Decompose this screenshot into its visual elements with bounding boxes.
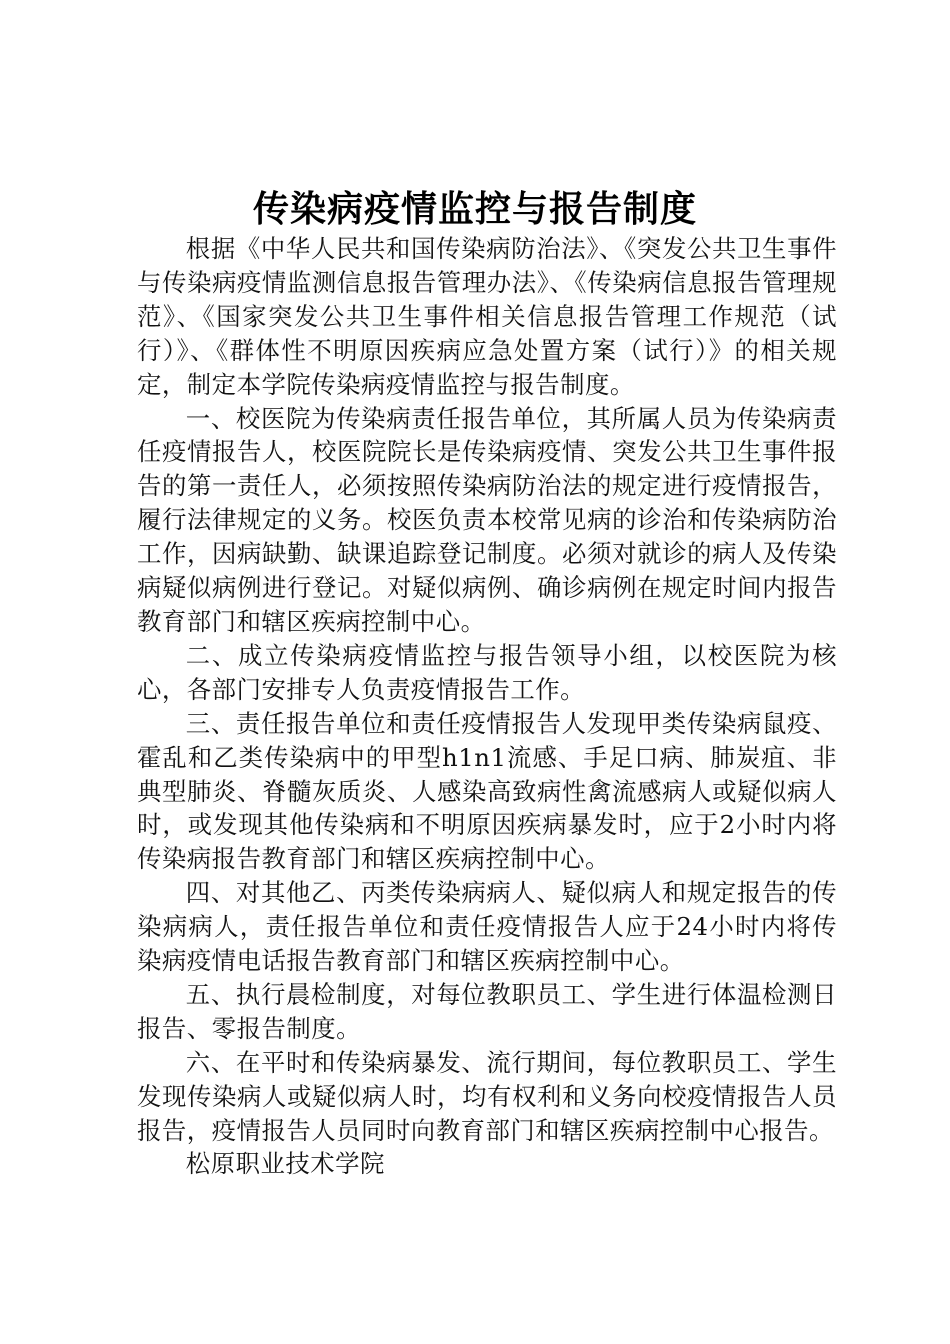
paragraph-article-4: 四、对其他乙、丙类传染病病人、疑似病人和规定报告的传染病病人，责任报告单位和责任疫情报告人应于24小时内将传染病疫情电话报告教育部门和辖区疾病控制中心。 [137, 878, 837, 976]
paragraph-article-3: 三、责任报告单位和责任疫情报告人发现甲类传染病鼠疫、霍乱和乙类传染病中的甲型h1n1流感、手足口病、肺炭疽、非典型肺炎、脊髓灰质炎、人感染高致病性禽流感病人或疑似病人时，或发现其他传染病和不明原因疾病暴发时，应于2小时内将传染病报告教育部门和辖区疾病控制中心。 [137, 708, 837, 874]
paragraph-preamble: 根据《中华人民共和国传染病防治法》、《突发公共卫生事件与传染病疫情监测信息报告管理办法》、《传染病信息报告管理规范》、《国家突发公共卫生事件相关信息报告管理工作规范（试行）》、《群体性不明原因疾病应急处置方案（试行）》的相关规定，制定本学院传染病疫情监控与报告制度。 [137, 234, 837, 399]
document-body [137, 232, 837, 1181]
paragraph-article-5: 五、执行晨检制度，对每位教职员工、学生进行体温检测日报告、零报告制度。 [137, 979, 837, 1043]
paragraph-article-2: 二、成立传染病疫情监控与报告领导小组，以校医院为核心，各部门安排专人负责疫情报告工作。 [137, 640, 837, 704]
paragraph-article-1: 一、校医院为传染病责任报告单位，其所属人员为传染病责任疫情报告人，校医院院长是传染病疫情、突发公共卫生事件报告的第一责任人，必须按照传染病防治法的规定进行疫情报告，履行法律规定的义务。校医负责本校常见病的诊治和传染病防治工作，因病缺勤、缺课追踪登记制度。必须对就诊的病人及传染病疑似病例进行登记。对疑似病例、确诊病例在规定时间内报告教育部门和辖区疾病控制中心。 [137, 403, 837, 636]
paragraph-article-6: 六、在平时和传染病暴发、流行期间，每位教职员工、学生发现传染病人或疑似病人时，均有权利和义务向校疫情报告人员报告，疫情报告人员同时向教育部门和辖区疾病控制中心报告。 [137, 1047, 837, 1145]
document-title: 传染病疫情监控与报告制度 [252, 188, 697, 230]
document-signature: 松原职业技术学院 [185, 1149, 385, 1179]
